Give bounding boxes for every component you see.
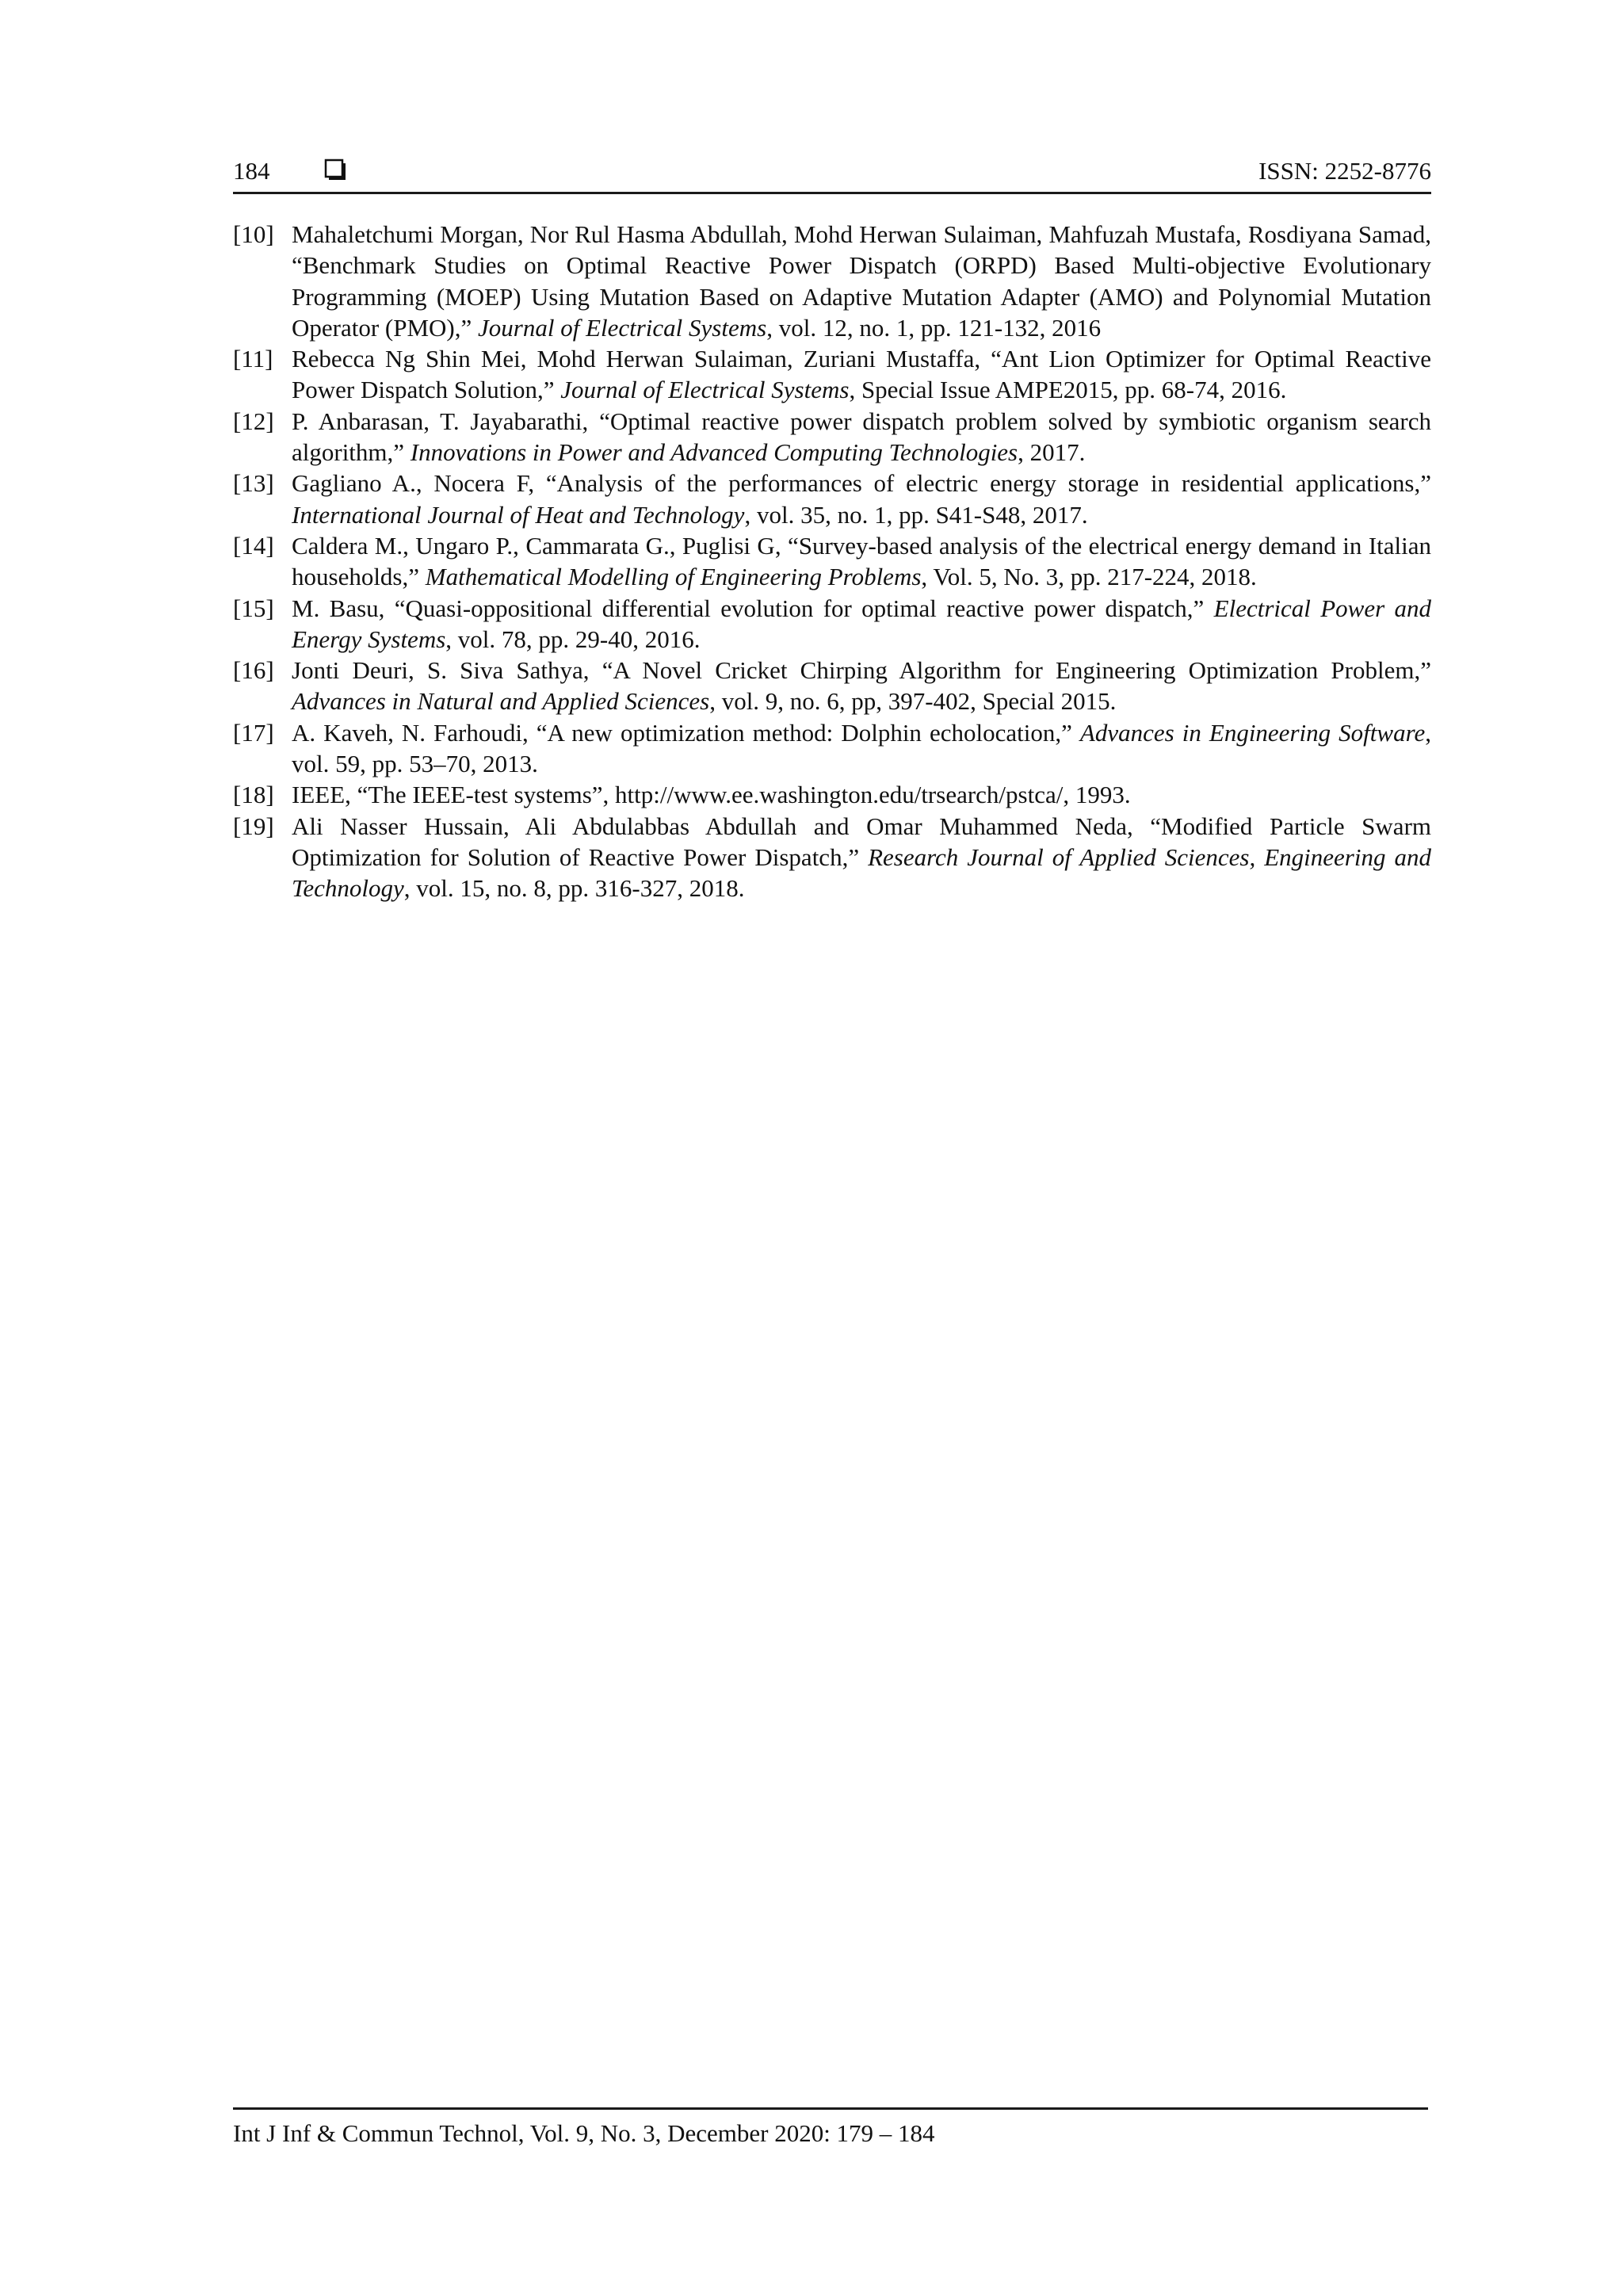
reference-details: , vol. 9, no. 6, pp, 397-402, Special 2015. <box>709 687 1117 716</box>
reference-details: , vol. 35, no. 1, pp. S41-S48, 2017. <box>744 500 1088 529</box>
reference-venue: Advances in Engineering Software <box>1079 718 1426 747</box>
reference-item <box>233 779 1431 810</box>
reference-text <box>292 593 1431 655</box>
reference-item <box>233 406 1431 468</box>
reference-number: [12] <box>233 407 274 435</box>
reference-text <box>292 219 1431 343</box>
reference-number: [19] <box>233 812 274 840</box>
reference-venue: International Journal of Heat and Technology <box>292 500 745 529</box>
reference-details: , Special Issue AMPE2015, pp. 68-74, 2016. <box>849 376 1287 404</box>
reference-venue: Journal of Electrical Systems <box>560 376 850 404</box>
reference-venue: Advances in Natural and Applied Sciences <box>292 687 710 716</box>
box-icon <box>324 159 347 181</box>
reference-venue: Mathematical Modelling of Engineering Problems <box>425 563 922 591</box>
reference-details: , Vol. 5, No. 3, pp. 217-224, 2018. <box>921 563 1257 591</box>
footer-citation: Int J Inf & Commun Technol, Vol. 9, No. 3, December 2020: 179 – 184 <box>233 2119 935 2147</box>
reference-item <box>233 343 1431 406</box>
reference-item <box>233 593 1431 655</box>
page-number: 184 <box>233 157 270 185</box>
reference-text <box>292 530 1431 593</box>
reference-item <box>233 717 1431 780</box>
reference-item <box>233 530 1431 593</box>
issn: ISSN: 2252-8776 <box>1258 157 1431 185</box>
reference-number: [18] <box>233 781 274 809</box>
page-footer <box>233 2107 1428 2147</box>
reference-authors-title: Mahaletchumi Morgan, Nor Rul Hasma Abdullah, Mohd Herwan Sulaiman, Mahfuzah Mustafa, Rosdiyana Samad, “Benchmark Studies on Optimal Reactive Power Dispatch (ORPD) Based Multi-objective Evolutionary Programming (MOEP) Using Mutation Based on Adaptive Mutation Adapter (AMO) and Polynomial Mutation Operator (PMO),” <box>292 220 1431 342</box>
reference-authors-title: Ali Nasser Hussain, Ali Abdulabbas Abdullah and Omar Muhammed Neda, “Modified Particle Swarm Optimization for Solution of Reactive Power Dispatch,” <box>292 812 1431 871</box>
reference-details: , vol. 59, pp. 53–70, 2013. <box>292 718 1431 778</box>
reference-venue: Innovations in Power and Advanced Computing Technologies <box>410 438 1018 467</box>
reference-authors-title: P. Anbarasan, T. Jayabarathi, “Optimal reactive power dispatch problem solved by symbiotic organism search algorithm,” <box>292 407 1431 467</box>
reference-item <box>233 655 1431 717</box>
reference-text <box>292 717 1431 780</box>
reference-number: [16] <box>233 656 274 685</box>
reference-details: , vol. 15, no. 8, pp. 316-327, 2018. <box>403 874 745 903</box>
reference-number: [15] <box>233 594 274 622</box>
reference-authors-title: Caldera M., Ungaro P., Cammarata G., Puglisi G, “Survey-based analysis of the electrical energy demand in Italian households,” <box>292 531 1431 591</box>
reference-venue: Electrical Power and Energy Systems <box>292 594 1431 653</box>
reference-item <box>233 468 1431 530</box>
reference-text <box>292 343 1431 406</box>
reference-venue: Research Journal of Applied Sciences, Engineering and Technology <box>292 842 1431 903</box>
reference-authors-title: Jonti Deuri, S. Siva Sathya, “A Novel Cricket Chirping Algorithm for Engineering Optimization Problem,” <box>292 656 1431 685</box>
reference-number: [17] <box>233 718 274 747</box>
reference-text <box>292 406 1431 468</box>
reference-text <box>292 811 1431 904</box>
reference-number: [13] <box>233 469 274 498</box>
reference-text <box>292 468 1431 530</box>
reference-number: [14] <box>233 531 274 560</box>
reference-item <box>233 811 1431 904</box>
reference-authors-title: A. Kaveh, N. Farhoudi, “A new optimization method: Dolphin echolocation,” <box>292 718 1080 747</box>
reference-text <box>292 779 1431 810</box>
reference-number: [11] <box>233 345 273 373</box>
reference-list <box>233 219 1431 904</box>
reference-details: , vol. 12, no. 1, pp. 121-132, 2016 <box>766 313 1102 342</box>
reference-details: , vol. 78, pp. 29-40, 2016. <box>445 625 701 653</box>
reference-number: [10] <box>233 220 274 248</box>
reference-item <box>233 219 1431 343</box>
reference-authors-title: Gagliano A., Nocera F, “Analysis of the performances of electric energy storage in residential applications,” <box>292 469 1431 498</box>
reference-venue: Journal of Electrical Systems <box>478 313 767 342</box>
reference-text <box>292 655 1431 717</box>
page-header <box>233 155 1431 194</box>
reference-authors-title: IEEE, “The IEEE-test systems”, http://www.ee.washington.edu/trsearch/pstca/, 1993. <box>292 781 1131 809</box>
reference-authors-title: Rebecca Ng Shin Mei, Mohd Herwan Sulaiman, Zuriani Mustaffa, “Ant Lion Optimizer for Optimal Reactive Power Dispatch Solution,” <box>292 345 1431 404</box>
reference-authors-title: M. Basu, “Quasi-oppositional differential evolution for optimal reactive power dispatch,” <box>292 594 1214 622</box>
reference-details: , 2017. <box>1018 438 1086 467</box>
